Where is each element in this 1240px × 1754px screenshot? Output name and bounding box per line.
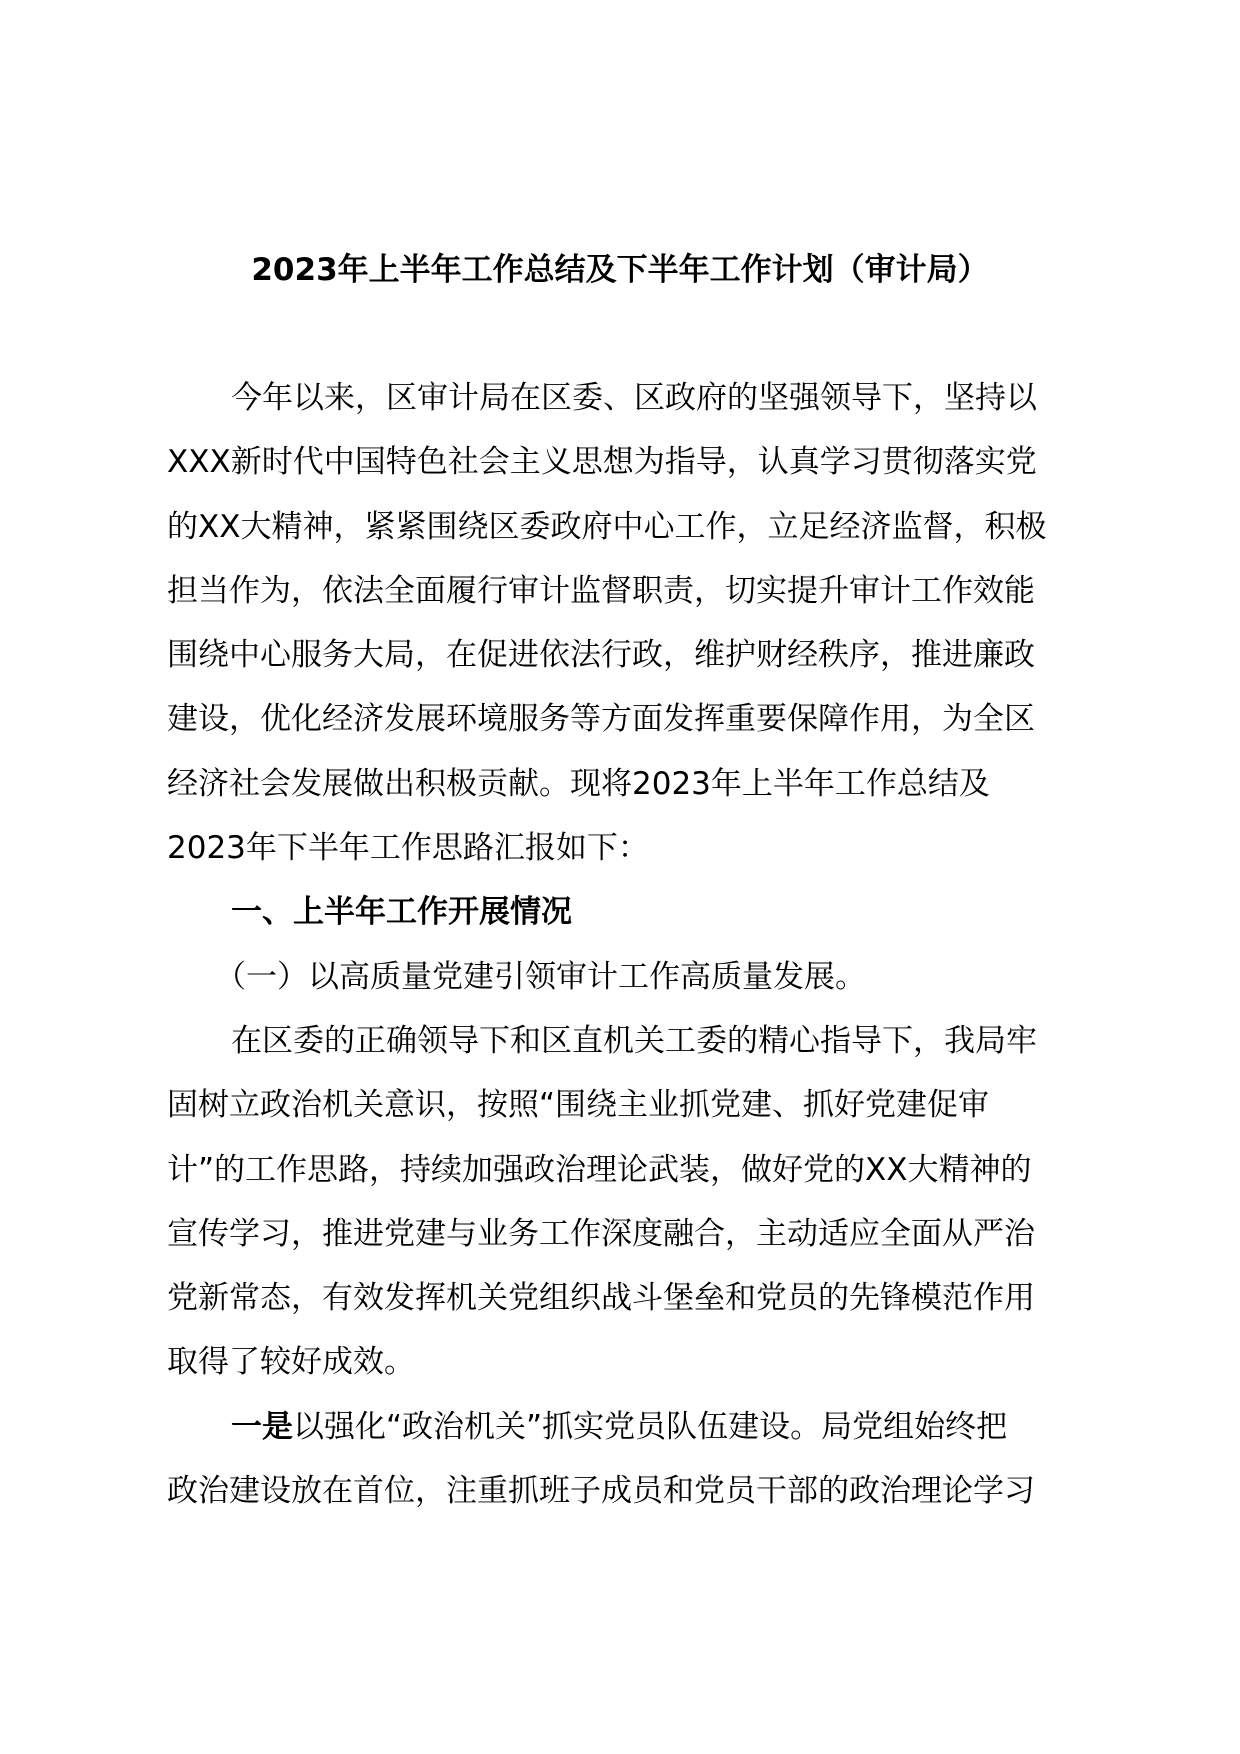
section-heading: 一、上半年工作开展情况	[231, 894, 572, 931]
text-line: 建设，优化经济发展环境服务等方面发挥重要保障作用，为全区	[167, 701, 1035, 738]
party-building-paragraph	[167, 1009, 1127, 1395]
text-line: 的XX大精神，紧紧围绕区委政府中心工作，立足经济监督，积极	[167, 508, 1047, 545]
text-line: 计”的工作思路，持续加强政治理论武装，做好党的XX大精神的	[167, 1151, 1032, 1188]
first-point-paragraph	[167, 1395, 1127, 1524]
point-text: 以强化“政治机关”抓实党员队伍建设。局党组始终把	[293, 1408, 1008, 1445]
text-line: 担当作为，依法全面履行审计监督职责，切实提升审计工作效能	[167, 572, 1035, 609]
text-line: 固树立政治机关意识，按照“围绕主业抓党建、抓好党建促审	[167, 1087, 990, 1124]
subsection-heading: （一）以高质量党建引领审计工作高质量发展。	[215, 958, 866, 995]
text-line: 经济社会发展做出积极贡献。现将2023年上半年工作总结及	[167, 765, 990, 802]
document-body	[167, 366, 1127, 1523]
text-line: 党新常态，有效发挥机关党组织战斗堡垒和党员的先锋模范作用	[167, 1280, 1035, 1317]
intro-paragraph	[167, 366, 1127, 880]
text-line	[167, 1395, 1127, 1459]
text-line: 取得了较好成效。	[167, 1344, 415, 1381]
text-line: 宣传学习，推进党建与业务工作深度融合，主动适应全面从严治	[167, 1215, 1035, 1252]
text-line: 在区委的正确领导下和区直机关工委的精心指导下，我局牢	[231, 1022, 1037, 1059]
text-line: 2023年下半年工作思路汇报如下：	[167, 830, 649, 867]
text-line: 今年以来，区审计局在区委、区政府的坚强领导下，坚持以	[231, 380, 1037, 416]
text-line: 政治建设放在首位，注重抓班子成员和党员干部的政治理论学习	[167, 1473, 1035, 1510]
point-lead: 一是	[231, 1408, 293, 1445]
text-line: XXX新时代中国特色社会主义思想为指导，认真学习贯彻落实党	[167, 444, 1037, 481]
document-title: 2023年上半年工作总结及下半年工作计划（审计局）	[251, 252, 989, 288]
text-line: 围绕中心服务大局，在促进依法行政，维护财经秩序，推进廉政	[167, 637, 1035, 674]
